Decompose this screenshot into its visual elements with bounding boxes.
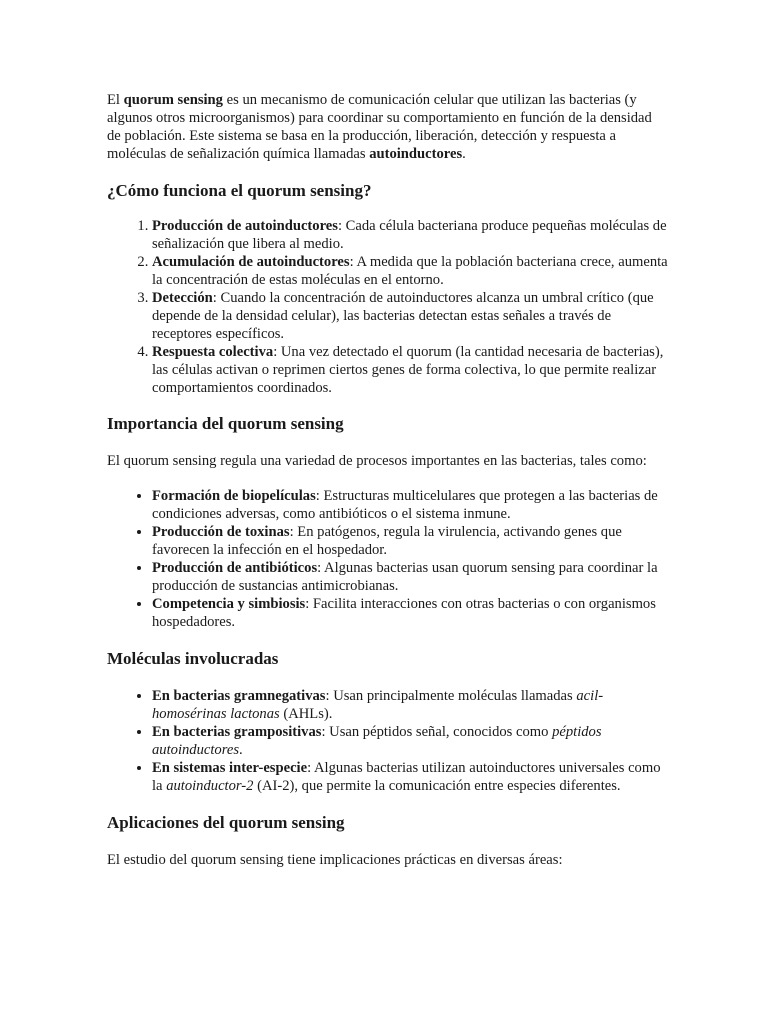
- list-item: [152, 723, 668, 759]
- como-funciona-list: [107, 217, 668, 397]
- list-item-text: : En patógenos, regula la virulencia, activando genes que favorecen la infección en el hospedador.: [152, 524, 622, 558]
- heading-aplicaciones: Aplicaciones del quorum sensing: [107, 813, 345, 832]
- list-item: [152, 487, 668, 523]
- list-item-term: Producción de toxinas: [152, 524, 290, 540]
- list-item-term: Detección: [152, 290, 213, 306]
- list-item-text: : Usan péptidos señal, conocidos como: [321, 724, 553, 740]
- list-item-text: (AHLs).: [279, 706, 333, 722]
- list-item-text: : Algunas bacterias usan quorum sensing para coordinar la producción de sustancias antimicrobianas.: [152, 560, 658, 594]
- moleculas-list: [107, 687, 668, 795]
- list-item: [152, 289, 668, 343]
- intro-paragraph: [107, 91, 668, 163]
- list-item: [152, 217, 668, 253]
- list-item-text: : Usan principalmente moléculas llamadas: [325, 688, 577, 704]
- list-item-text: .: [239, 742, 243, 758]
- list-item-text: : Facilita interacciones con otras bacterias o con organismos hospedadores.: [152, 596, 656, 630]
- list-item-term: Producción de antibióticos: [152, 560, 318, 576]
- list-item: [152, 595, 668, 631]
- list-item-term: En bacterias gramnegativas: [152, 688, 326, 704]
- list-item-text: : Cada célula bacteriana produce pequeñas moléculas de señalización que libera al medio.: [152, 218, 667, 252]
- list-item: [152, 523, 668, 559]
- list-item-text: (AI-2), que permite la comunicación entre especies diferentes.: [253, 778, 621, 794]
- list-item: [152, 343, 668, 397]
- importancia-paragraph: El quorum sensing regula una variedad de procesos importantes en las bacterias, tales como:: [107, 453, 647, 469]
- heading-como-funciona: ¿Cómo funciona el quorum sensing?: [107, 181, 372, 200]
- list-item-term: En sistemas inter-especie: [152, 760, 308, 776]
- list-item-text: : Una vez detectado el quorum (la cantidad necesaria de bacterias), las células activan o reprimen ciertos genes de forma colectiva, lo que permite realizar comportamientos coordinados.: [152, 344, 664, 396]
- list-item-term: Producción de autoinductores: [152, 218, 338, 234]
- list-item-term: Formación de biopelículas: [152, 488, 316, 504]
- aplicaciones-paragraph: El estudio del quorum sensing tiene implicaciones prácticas en diversas áreas:: [107, 852, 563, 868]
- list-item-term: Respuesta colectiva: [152, 344, 274, 360]
- list-item: [152, 559, 668, 595]
- list-item-text: : Estructuras multicelulares que protegen a las bacterias de condiciones adversas, como antibióticos o el sistema inmune.: [152, 488, 658, 522]
- intro-term-quorum-sensing: quorum sensing: [123, 92, 223, 108]
- list-item-term: Acumulación de autoinductores: [152, 254, 350, 270]
- list-item-term: En bacterias grampositivas: [152, 724, 322, 740]
- list-item-text: : A medida que la población bacteriana crece, aumenta la concentración de estas moléculas en el entorno.: [152, 254, 668, 288]
- heading-importancia: Importancia del quorum sensing: [107, 414, 344, 433]
- intro-text-3: .: [462, 146, 466, 162]
- list-item-text: : Algunas bacterias utilizan autoinductores universales como la: [152, 760, 661, 794]
- intro-text-1: El: [107, 92, 124, 108]
- intro-text-2: es un mecanismo de comunicación celular que utilizan las bacterias (y algunos otros microorganismos) para coordinar su comportamiento en función de la densidad de población. Este sistema se basa en la producción, liberación, detección y respuesta a moléculas de señalización química llamadas: [107, 92, 652, 162]
- list-item: [152, 759, 668, 795]
- importancia-list: [107, 487, 668, 631]
- list-item-text: : Cuando la concentración de autoinductores alcanza un umbral crítico (que depende de la densidad celular), las bacterias detectan estas señales a través de receptores específicos.: [152, 290, 654, 342]
- heading-moleculas: Moléculas involucradas: [107, 649, 279, 668]
- list-item-italic: péptidos autoinductores: [152, 724, 602, 758]
- list-item-italic: acil-homosérinas lactonas: [152, 688, 604, 722]
- intro-term-autoinductores: autoinductores: [369, 146, 463, 162]
- list-item-term: Competencia y simbiosis: [152, 596, 306, 612]
- list-item: [152, 687, 668, 723]
- list-item-italic: autoinductor-2: [166, 778, 254, 794]
- list-item: [152, 253, 668, 289]
